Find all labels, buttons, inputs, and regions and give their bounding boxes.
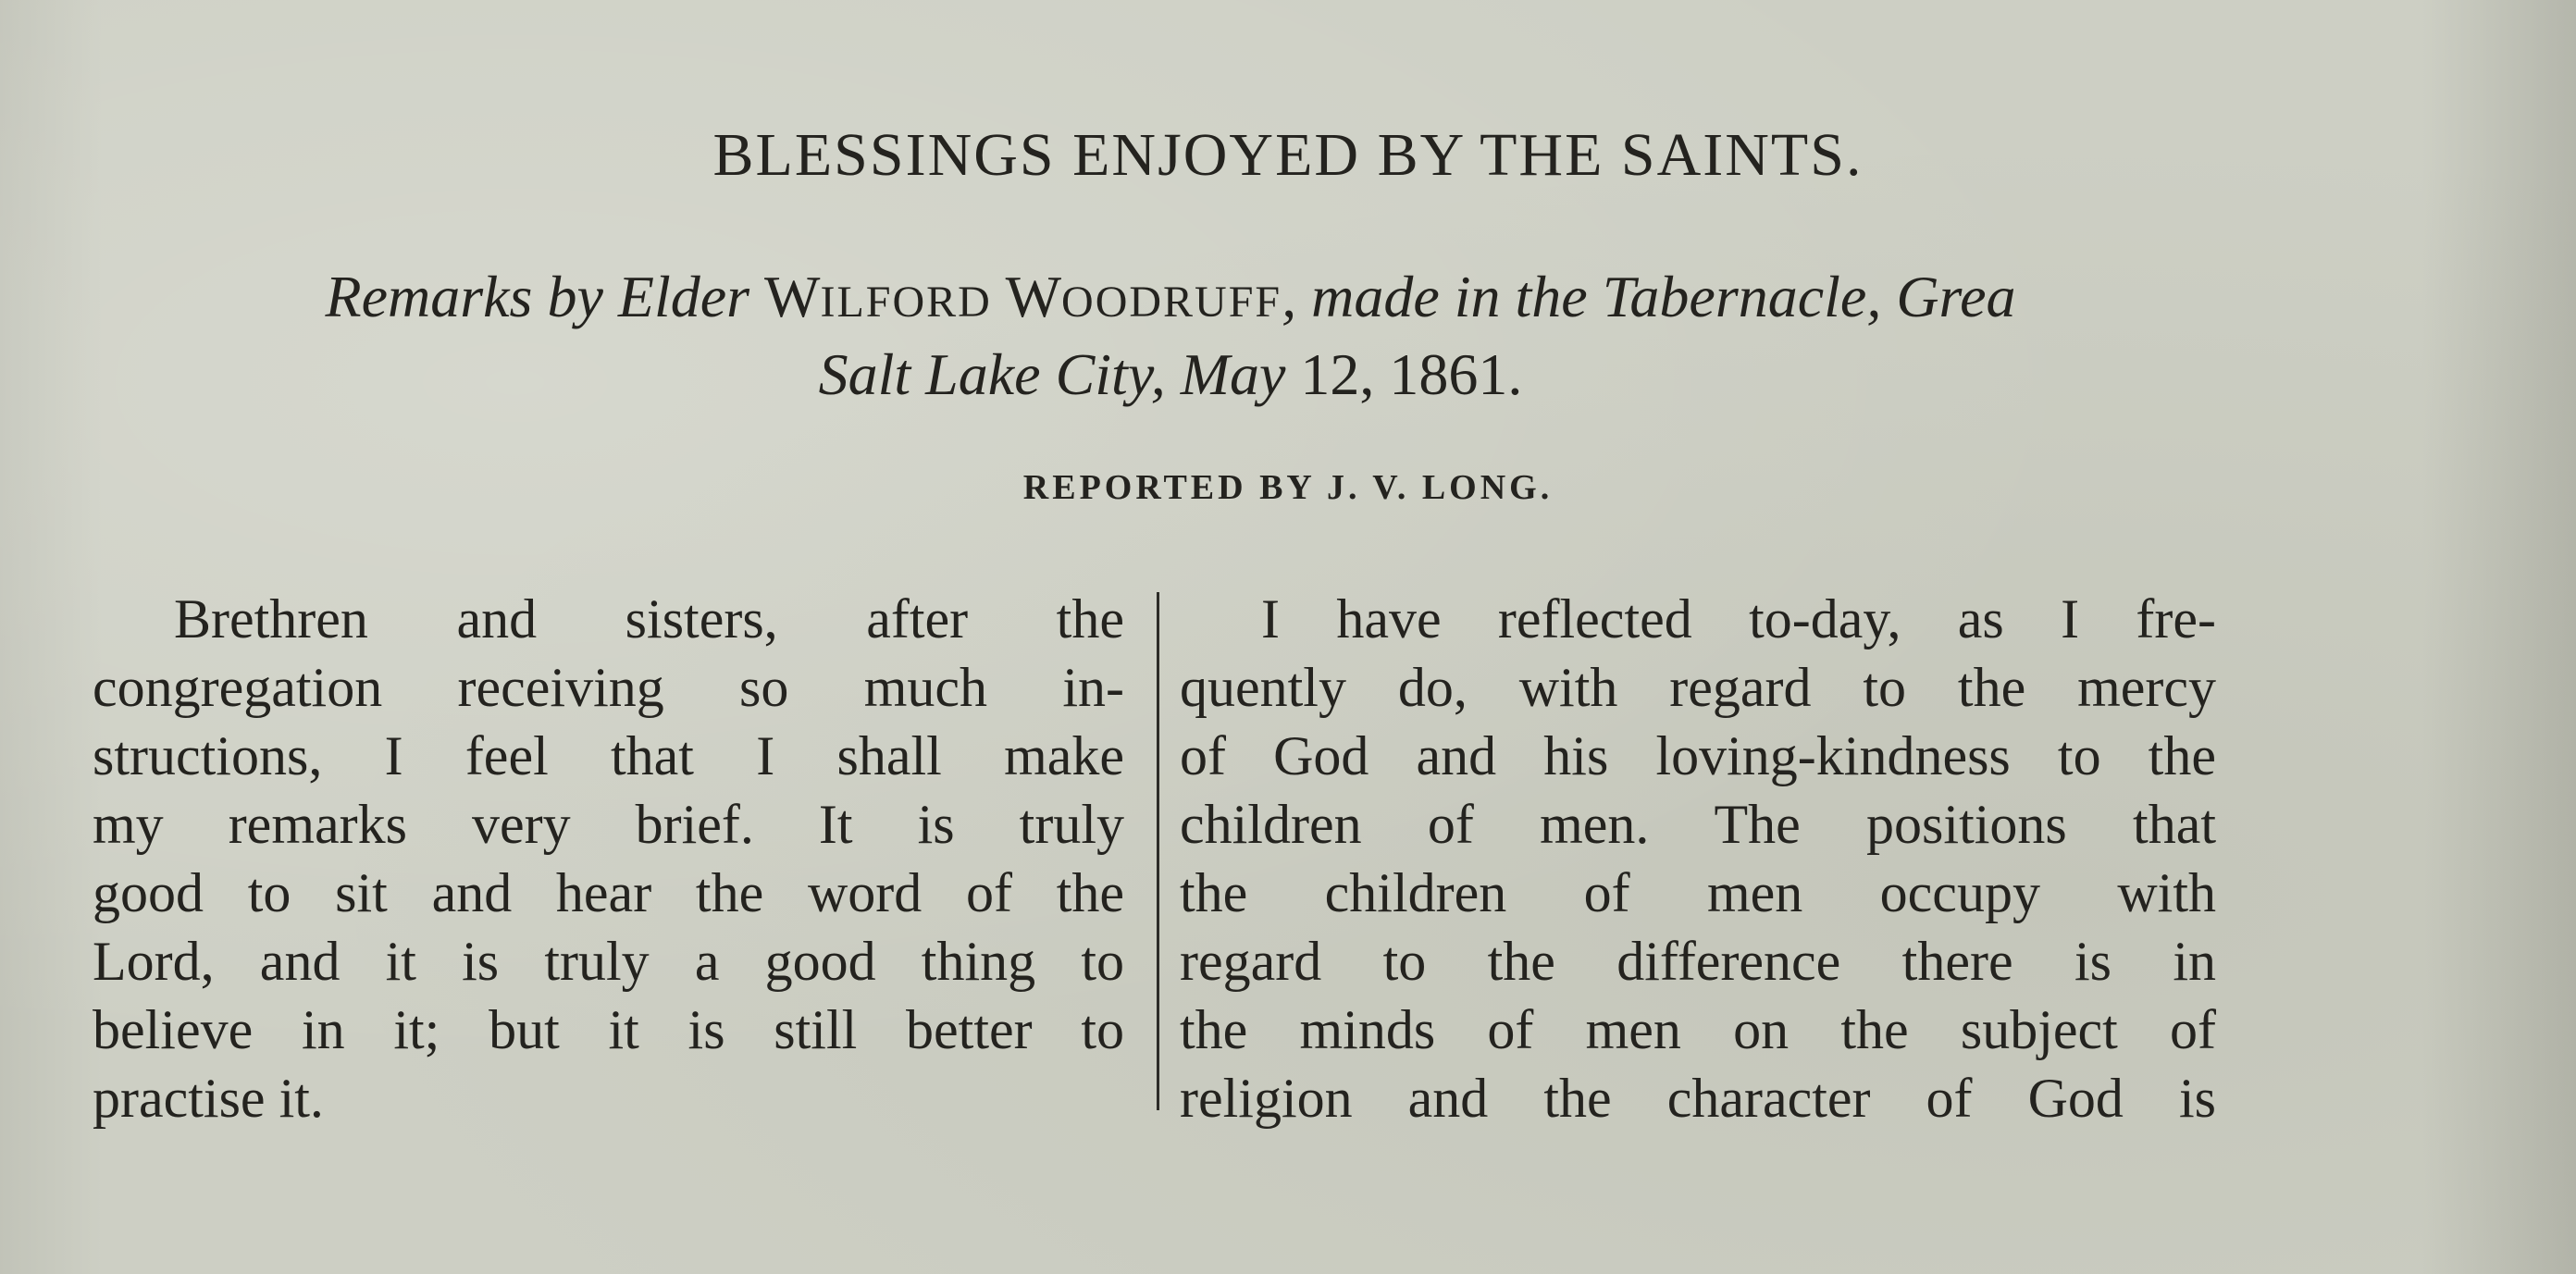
column-right <box>1180 585 2216 1132</box>
text-line: my remarks very brief. It is truly <box>93 794 1124 855</box>
reporter-credit: REPORTED BY J. V. LONG. <box>1022 468 1554 507</box>
article-title: BLESSINGS ENJOYED BY THE SAINTS. <box>712 121 1864 189</box>
text-line: religion and the character of God is <box>1180 1068 2216 1129</box>
column-divider <box>1157 592 1159 1110</box>
text-line: I have reflected to-day, as I fre- <box>1261 588 2216 649</box>
text-line: structions, I feel that I shall make <box>93 725 1124 786</box>
text-line: quently do, with regard to the mercy <box>1180 657 2216 718</box>
byline-date: 12, 1861. <box>1300 341 1523 407</box>
byline-location: , made in the Tabernacle, Grea <box>1282 264 2016 329</box>
byline-remarks-by: Remarks by Elder <box>325 264 750 329</box>
text-line: Brethren and sisters, after the <box>174 588 1124 649</box>
text-line: congregation receiving so much in- <box>93 657 1124 718</box>
column-left <box>93 585 1124 1132</box>
text-line: good to sit and hear the word of the <box>93 862 1124 923</box>
byline-place: Salt Lake City, May <box>818 341 1286 407</box>
text-line: Lord, and it is truly a good thing to <box>93 931 1124 992</box>
text-line: practise it. <box>93 1068 324 1129</box>
text-line: believe in it; but it is still better to <box>93 999 1124 1060</box>
text-line: children of men. The positions that <box>1180 794 2216 855</box>
speaker-name: WILFORD WOODRUFF <box>764 264 1282 329</box>
text-line: of God and his loving-kindness to the <box>1180 725 2216 786</box>
article-byline <box>93 261 2248 411</box>
text-line: regard to the difference there is in <box>1180 931 2216 992</box>
text-line: the minds of men on the subject of <box>1180 999 2216 1060</box>
text-line: the children of men occupy with <box>1180 862 2216 923</box>
